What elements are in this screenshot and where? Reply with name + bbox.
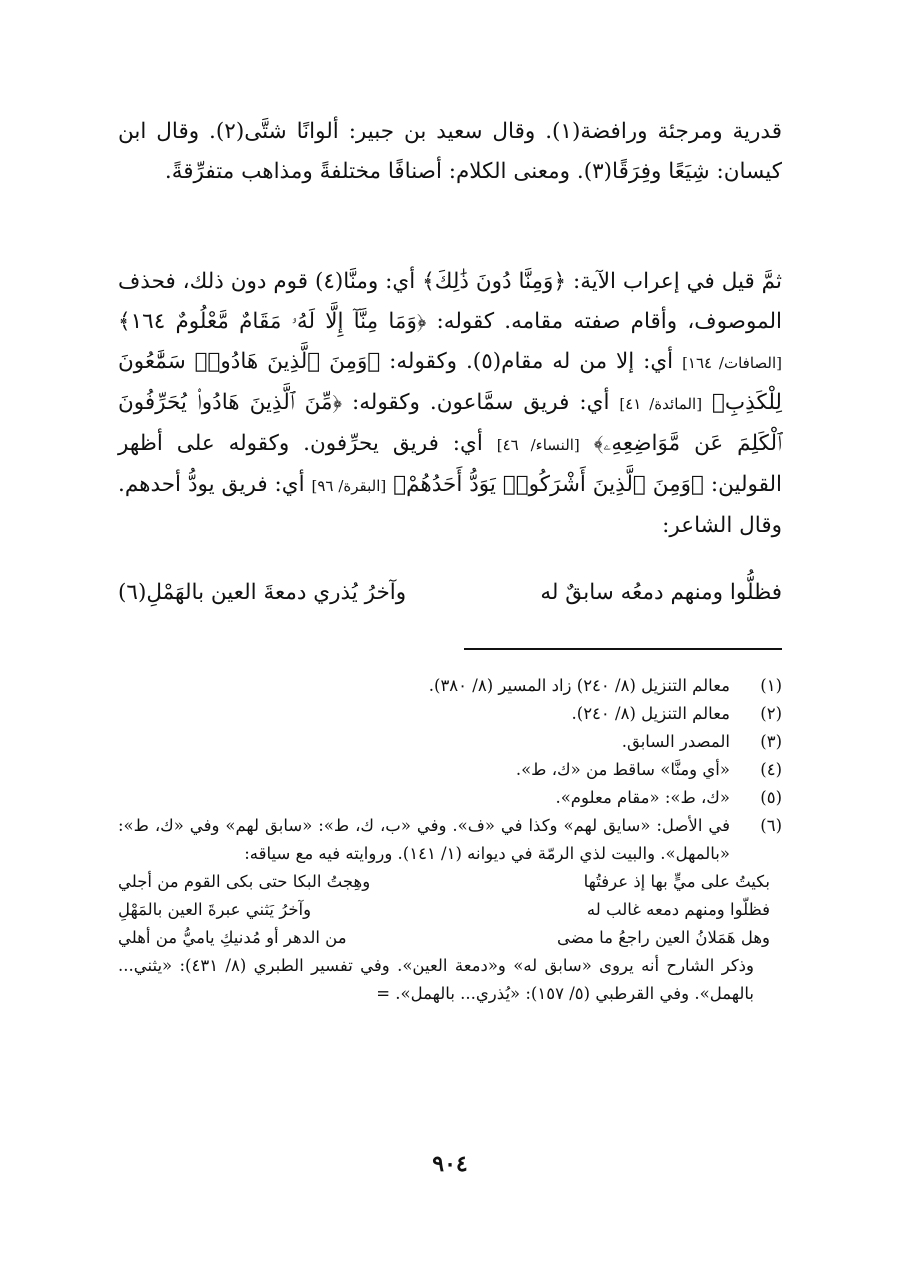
verse-hemistich-1: فظلُّوا ومنهم دمعُه سابقٌ له — [540, 580, 782, 605]
quran-quote: ﴿وَمِنَ ٱلَّذِينَ هَادُوا۟ سَمَّٰعُونَ لِلْكَذِبِ﴾ — [118, 349, 782, 415]
quran-quote: ﴿وَمِنَّا دُونَ ذَٰلِكَ﴾ — [422, 269, 567, 294]
page-number: ٩٠٤ — [432, 1151, 468, 1177]
poem-line — [118, 924, 770, 952]
footnote — [118, 812, 782, 868]
text-segment: أي: ومنَّا(٤) قوم دون ذلك، فحذف الموصوف، وأقام صفته مقامه. كقوله: — [118, 269, 783, 334]
text-segment: أي: فريق سمَّاعون. وكقوله: — [342, 390, 610, 415]
poem-hemistich-right: فظلّوا ومنهم دمعه غالب له — [586, 900, 770, 919]
poem-hemistich-left: وآخرُ يَثني عبرةَ العين بالمَهْلِ — [118, 900, 312, 919]
footnote — [118, 784, 782, 812]
quran-quote: ﴿وَمِنَ ٱلَّذِينَ أَشْرَكُوا۟ يَوَدُّ أَحَدُهُمْ﴾ — [393, 472, 704, 497]
text-segment: أي: فريق يحرِّفون. وكقوله على أظهر القولين: — [118, 431, 783, 497]
quran-reference: [النساء/ ٤٦] — [496, 436, 580, 454]
footnote-separator — [464, 648, 782, 650]
footnote-number: (٢) — [760, 704, 782, 723]
quran-reference: [المائدة/ ٤١] — [619, 395, 703, 413]
poem-hemistich-left: وهِجتُ البكا حتى بكى القوم من أجلي — [118, 872, 371, 891]
footnote-number: (٣) — [760, 732, 782, 751]
poetry-verse — [118, 580, 782, 622]
footnote — [118, 700, 782, 728]
text-segment: أي: إلا من له مقام(٥). وكقوله: — [380, 349, 674, 374]
book-page — [118, 0, 782, 1271]
footnote-text: «ك، ط»: «مقام معلوم». — [555, 788, 730, 807]
paragraph-2 — [118, 262, 782, 546]
footnote-text: «أي ومنَّا» ساقط من «ك، ط». — [515, 760, 730, 779]
footnote-text: المصدر السابق. — [621, 732, 730, 751]
footnote-poem — [118, 868, 770, 952]
footnote — [118, 672, 782, 700]
footnote — [118, 756, 782, 784]
poem-hemistich-left: من الدهر أو مُدنيكِ ياميُّ من أهلي — [118, 928, 347, 947]
poem-hemistich-right: بكيتُ على ميٍّ بها إذ عرفتُها — [583, 872, 770, 891]
text-segment: أي: فريق يودُّ أحدهم. وقال الشاعر: — [118, 472, 782, 538]
footnote-number: (٦) — [760, 816, 782, 835]
paragraph-1: قدرية ومرجئة ورافضة(١). وقال سعيد بن جبير: ألوانًا شتَّى(٢). وقال ابن كيسان: شِيَعًا وفِرَقًا(٣). ومعنى الكلام: أصنافًا مختلفةً ومذاهب متفرِّقةً. — [118, 119, 782, 184]
footnote-text: معالم التنزيل (٨/ ٢٤٠). — [571, 704, 730, 723]
footnotes — [118, 672, 782, 1008]
poem-line — [118, 896, 770, 924]
text-segment: ثمَّ قيل في إعراب الآية: — [566, 269, 782, 294]
footnote-text: في الأصل: «سايق لهم» وكذا في «ف». وفي «ب، ك، ط»: «سابق لهم» وفي «ك، ط»: «بالمهل». والبيت لذي الرمّة في ديوانه (١/ ١٤١). وروايته فيه مع سياقه: — [118, 816, 730, 863]
poem-hemistich-right: وهل هَمَلانُ العين راجعُ ما مضى — [556, 928, 770, 947]
footnote-number: (٤) — [760, 760, 782, 779]
footnote-number: (١) — [760, 676, 782, 695]
quran-reference: [البقرة/ ٩٦] — [311, 477, 387, 495]
quran-quote: ﴿وَمَا مِنَّآ إِلَّا لَهُۥ مَقَامٌ مَّعْلُومٌ ١٦٤﴾ — [118, 309, 427, 334]
footnote-continuation: وذكر الشارح أنه يروى «سابق له» و«دمعة العين». وفي تفسير الطبري (٨/ ٤٣١): «يثني... بالهمل». وفي القرطبي (٥/ ١٥٧): «يُذري... بالهمل». = — [118, 956, 754, 1003]
quran-reference: [الصافات/ ١٦٤] — [682, 354, 782, 372]
poem-line — [118, 868, 770, 896]
footnote-text: معالم التنزيل (٨/ ٢٤٠) زاد المسير (٨/ ٣٨٠). — [428, 676, 730, 695]
quran-quote: ﴿مِّنَ ٱلَّذِينَ هَادُوا۟ يُحَرِّفُونَ ٱلْكَلِمَ عَن مَّوَاضِعِهِۦ﴾ — [118, 390, 782, 456]
footnote-number: (٥) — [760, 788, 782, 807]
footnote — [118, 728, 782, 756]
verse-hemistich-2: وآخرُ يُذري دمعةَ العين بالهَمْلِ(٦) — [118, 580, 407, 605]
